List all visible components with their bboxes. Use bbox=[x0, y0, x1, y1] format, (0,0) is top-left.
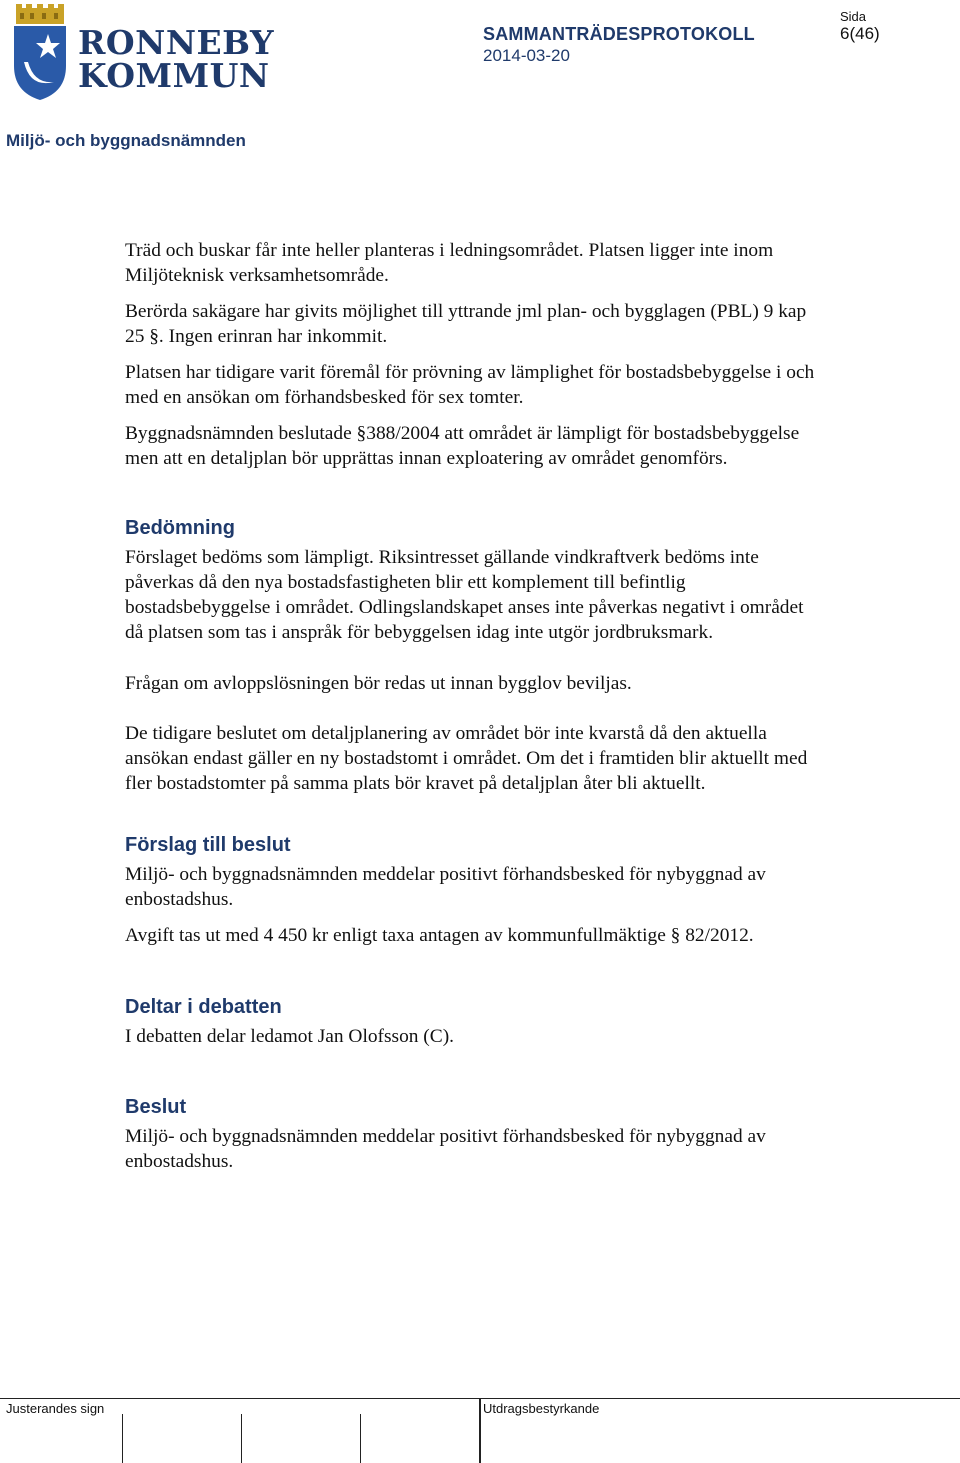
coat-of-arms-icon bbox=[12, 4, 68, 100]
signature-footer bbox=[0, 1398, 960, 1463]
paragraph: Avgift tas ut med 4 450 kr enligt taxa antagen av kommunfullmäktige § 82/2012. bbox=[125, 925, 754, 946]
heading-forslag-till-beslut: Förslag till beslut bbox=[125, 834, 291, 856]
logo-line-2: KOMMUN bbox=[78, 56, 270, 95]
signature-divider bbox=[122, 1414, 123, 1463]
heading-deltar-i-debatten: Deltar i debatten bbox=[125, 996, 282, 1018]
paragraph: Förslaget bedöms som lämpligt. Riksintresset gällande vindkraftverk bedöms inte påverkas då den nya bostadsfastigheten blir ett komplement till befintlig bostadsbebyggelse i området. Odlingslandskapet anses inte påverkas negativt i området då platsen som tas i anspråk för bebyggelsen idag inte utgör jordbruksmark. bbox=[125, 547, 804, 643]
paragraph: Platsen har tidigare varit föremål för prövning av lämplighet för bostadsbebyggelse i och med en ansökan om förhandsbesked för sex tomter. bbox=[125, 362, 815, 408]
signature-divider bbox=[360, 1414, 361, 1463]
protocol-body bbox=[125, 238, 815, 1174]
heading-bedomning: Bedömning bbox=[125, 517, 235, 539]
footer-center-divider bbox=[479, 1398, 481, 1463]
paragraph: I debatten delar ledamot Jan Olofsson (C). bbox=[125, 1026, 455, 1047]
utdragsbestyrkande-label: Utdragsbestyrkande bbox=[483, 1401, 600, 1416]
paragraph: Byggnadsnämnden beslutade §388/2004 att området är lämpligt för bostadsbebyggelse men att en detaljplan bör upprättas innan exploatering av området genomförs. bbox=[125, 423, 800, 469]
paragraph: Berörda sakägare har givits möjlighet till yttrande jml plan- och bygglagen (PBL) 9 kap 25 §. Ingen erinran har inkommit. bbox=[125, 301, 807, 347]
heading-beslut: Beslut bbox=[125, 1096, 187, 1118]
paragraph: Miljö- och byggnadsnämnden meddelar positivt förhandsbesked för nybyggnad av enbostadshus. bbox=[125, 1126, 766, 1172]
paragraph: Frågan om avloppslösningen bör redas ut innan bygglov beviljas. bbox=[125, 673, 632, 694]
paragraph: Miljö- och byggnadsnämnden meddelar positivt förhandsbesked för nybyggnad av enbostadshus. bbox=[125, 864, 766, 910]
logo-line-1: RONNEBY bbox=[78, 23, 275, 62]
page-label: Sida bbox=[840, 9, 867, 24]
committee-name: Miljö- och byggnadsnämnden bbox=[6, 131, 246, 150]
signature-divider bbox=[241, 1414, 242, 1463]
paragraph: De tidigare beslutet om detaljplanering av området bör inte kvarstå då den aktuella ansökan endast gäller en ny bostadstomt i området. Om det i framtiden blir aktuellt med fler bostadstomter på samma plats bör kravet på detaljplan åter bli aktuellt. bbox=[125, 723, 808, 794]
meeting-date: 2014-03-20 bbox=[483, 46, 570, 65]
ronneby-kommun-logo bbox=[12, 4, 275, 100]
paragraph: Träd och buskar får inte heller planteras i ledningsområdet. Platsen ligger inte inom Miljöteknisk verksamhetsområde. bbox=[125, 240, 774, 286]
document-title: SAMMANTRÄDESPROTOKOLL bbox=[483, 24, 755, 44]
page-number: 6(46) bbox=[840, 24, 880, 43]
justerandes-sign-label: Justerandes sign bbox=[6, 1401, 105, 1416]
